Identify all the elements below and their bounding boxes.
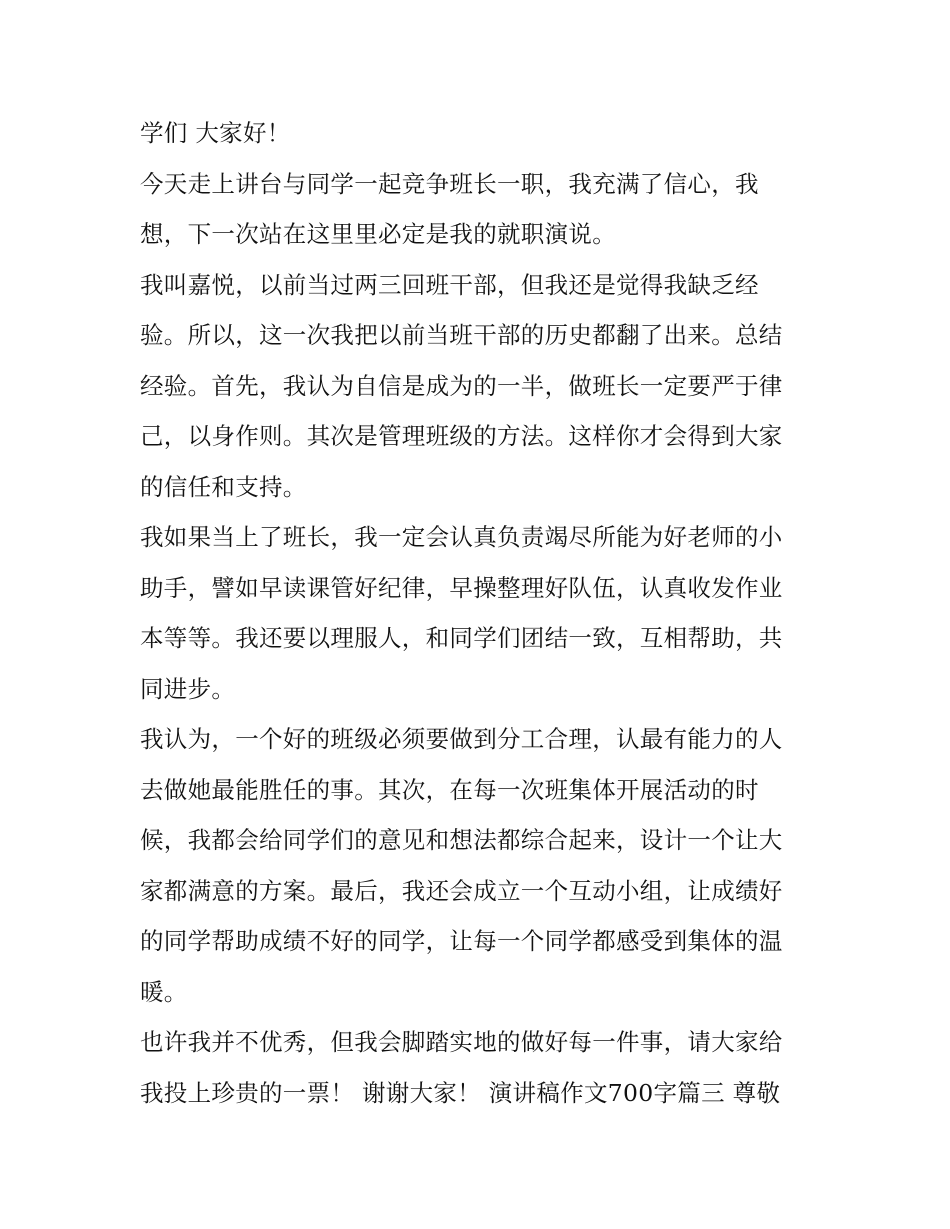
text-line: 的同学帮助成绩不好的同学，让每一个同学都感受到集体的温 <box>140 927 783 955</box>
text-line: 同进步。 <box>140 674 236 703</box>
text-line: 我投上珍贵的一票！ 谢谢大家！ 演讲稿作文700字篇三 尊敬 <box>140 1078 781 1107</box>
text-line: 我叫嘉悦，以前当过两三回班干部，但我还是觉得我缺乏经 <box>140 270 759 299</box>
speech-text <box>140 108 820 1118</box>
text-line: 己，以身作则。其次是管理班级的方法。这样你才会得到大家 <box>140 422 783 450</box>
text-line: 今天走上讲台与同学一起竞争班长一职，我充满了信心，我 <box>140 169 759 198</box>
text-line: 我认为，一个好的班级必须要做到分工合理，认最有能力的人 <box>140 725 783 753</box>
text-line: 也许我并不优秀，但我会脚踏实地的做好每一件事，请大家给 <box>140 1028 783 1056</box>
text-line: 本等等。我还要以理服人，和同学们团结一致，互相帮助，共 <box>140 624 783 652</box>
text-line: 助手，譬如早读课管好纪律，早操整理好队伍，认真收发作业 <box>140 573 783 602</box>
text-line: 验。所以，这一次我把以前当班干部的历史都翻了出来。总结 <box>140 321 783 349</box>
text-line: 暖。 <box>140 977 188 1006</box>
text-line: 想，下一次站在这里里必定是我的就职演说。 <box>140 220 616 248</box>
text-line: 家都满意的方案。最后，我还会成立一个互动小组，让成绩好 <box>140 876 783 905</box>
text-line: 我如果当上了班长，我一定会认真负责竭尽所能为好老师的小 <box>140 523 783 551</box>
text-line: 去做她最能胜任的事。其次，在每一次班集体开展活动的时 <box>140 775 759 804</box>
text-line: 学们 大家好！ <box>140 119 291 147</box>
text-line: 候，我都会给同学们的意见和想法都综合起来，设计一个让大 <box>140 826 783 854</box>
text-line: 经验。首先，我认为自信是成为的一半，做班长一定要严于律 <box>140 371 783 400</box>
text-line: 的信任和支持。 <box>140 472 307 501</box>
